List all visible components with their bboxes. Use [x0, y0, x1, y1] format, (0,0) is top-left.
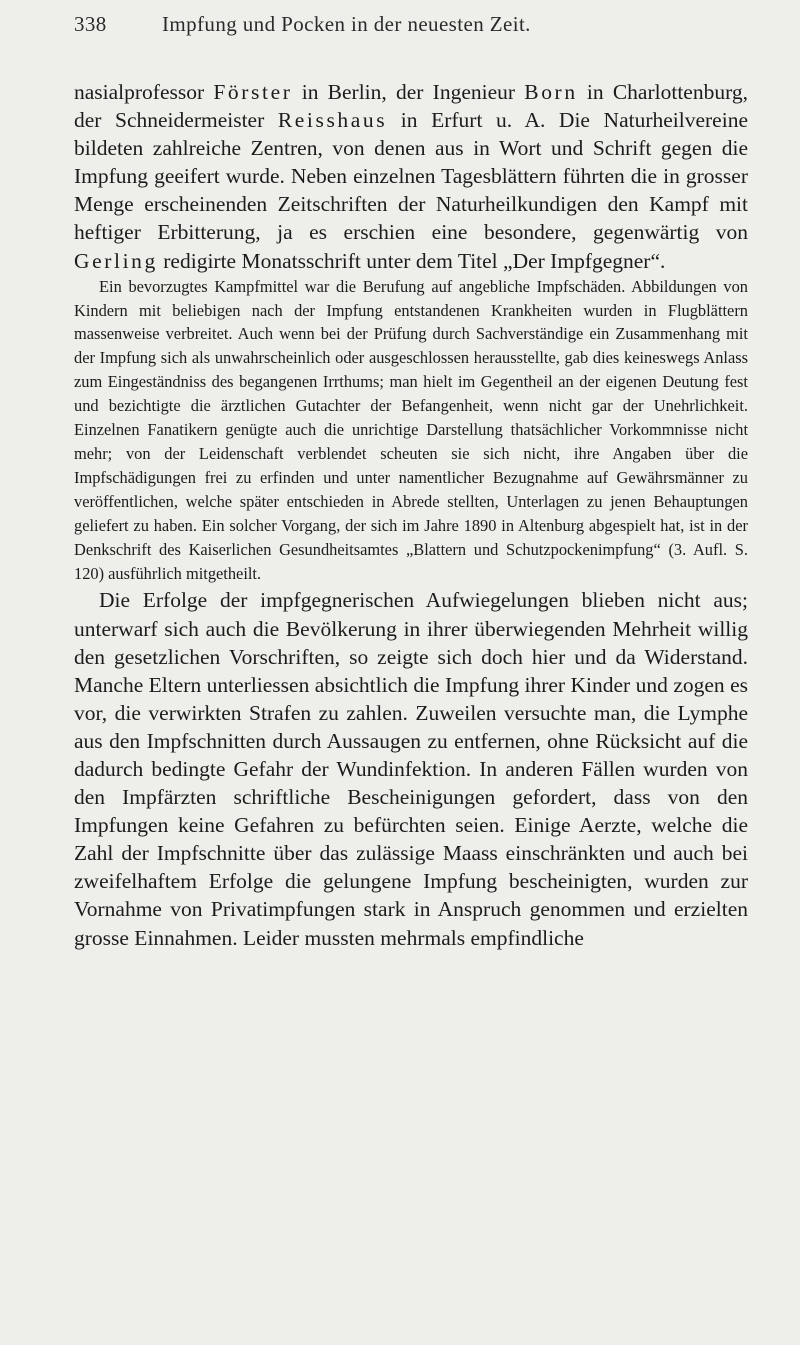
page-number: 338	[74, 12, 107, 36]
name-gerling: Gerling	[74, 248, 158, 273]
running-head	[74, 0, 748, 42]
paragraph-effects-of-agitation: Die Erfolge der impfgegnerischen Aufwiegelungen blieben nicht aus; unterwarf sich auch die Bevölkerung in ihrer überwiegenden Mehrheit willig den gesetzlichen Vorschriften, so zeigte sich doch hier und da Widerstand. Manche Eltern unterliessen absichtlich die Impfung ihrer Kinder und zogen es vor, die verwirkten Strafen zu zahlen. Zuweilen versuchte man, die Lymphe aus den Impfschnitten durch Aussaugen zu entfernen, ohne Rücksicht auf die dadurch bedingte Gefahr der Wundinfektion. In anderen Fällen wurden von den Impfärzten schriftliche Bescheinigungen gefordert, dass von den Impfungen keine Gefahren zu befürchten seien. Einige Aerzte, welche die Zahl der Impfschnitte über das zulässige Maass einschränkten und auch bei zweifelhaftem Erfolge die gelungene Impfung bescheinigten, wurden zur Vornahme von Privatimpfungen stark in Anspruch genommen und erzielten grosse Einnahmen. Leider mussten mehrmals empfindliche	[74, 588, 748, 950]
paragraph-vaccine-damage-claims: Ein bevorzugtes Kampfmittel war die Berufung auf angebliche Impfschäden. Abbildungen von Kindern mit beliebigen nach der Impfung entstandenen Krankheiten wurden in Flugblättern massenweise verbreitet. Auch wenn bei der Prüfung durch Sachverständige ein Zusammenhang mit der Impfung sich als unwahrscheinlich oder ausgeschlossen herausstellte, gab dies keineswegs Anlass zum Eingeständniss des begangenen Irrthums; man hielt im Gegentheil an der eigenen Deutung fest und bezichtigte die ärztlichen Gutachter der Befangenheit, wenn nicht gar der Unehrlichkeit. Einzelnen Fanatikern genügte auch die unrichtige Darstellung thatsächlicher Vorkommnisse nicht mehr; von der Leidenschaft verblendet scheuten sie sich nicht, ihre Angaben über die Impfschädigungen frei zu erfinden und unter namentlicher Bezugnahme auf Gewährsmänner zu veröffentlichen, welche später entschieden in Abrede stellten, Unterlagen zu jenen Behauptungen geliefert zu haben. Ein solcher Vorgang, der sich im Jahre 1890 in Altenburg abgespielt hat, ist in der Denkschrift des Kaiserlichen Gesundheitsamtes „Blattern und Schutzpockenimpfung“ (3. Aufl. S. 120) ausführlich mitgetheilt.	[74, 276, 748, 583]
text-segment: nasialprofessor	[74, 80, 214, 104]
text-segment: in Berlin, der Ingenieur	[292, 80, 525, 104]
name-foerster: Förster	[213, 80, 293, 104]
running-title: Impfung und Pocken in der neuesten Zeit.	[162, 12, 531, 36]
text-segment: in Erfurt u. A. Die Naturheilvereine bildeten zahlreiche Zentren, von denen aus in Wort und Schrift gegen die Impfung geeifert wurde. Neben einzelnen Tagesblättern führten die in grosser Menge erscheinenden Zeitschriften der Naturheilkundigen den Kampf mit heftiger Erbitterung, ja es erschien eine besondere, gegenwärtig von	[74, 108, 748, 245]
name-born: Born	[524, 80, 578, 104]
paragraph-opposition-leaders	[74, 78, 748, 275]
name-reisshaus: Reisshaus	[277, 108, 388, 133]
text-segment: redigirte Monatsschrift unter dem Titel „Der Impfgegner“.	[157, 248, 666, 273]
text-segment: in Charlottenburg, der Schneidermeister	[74, 80, 748, 133]
